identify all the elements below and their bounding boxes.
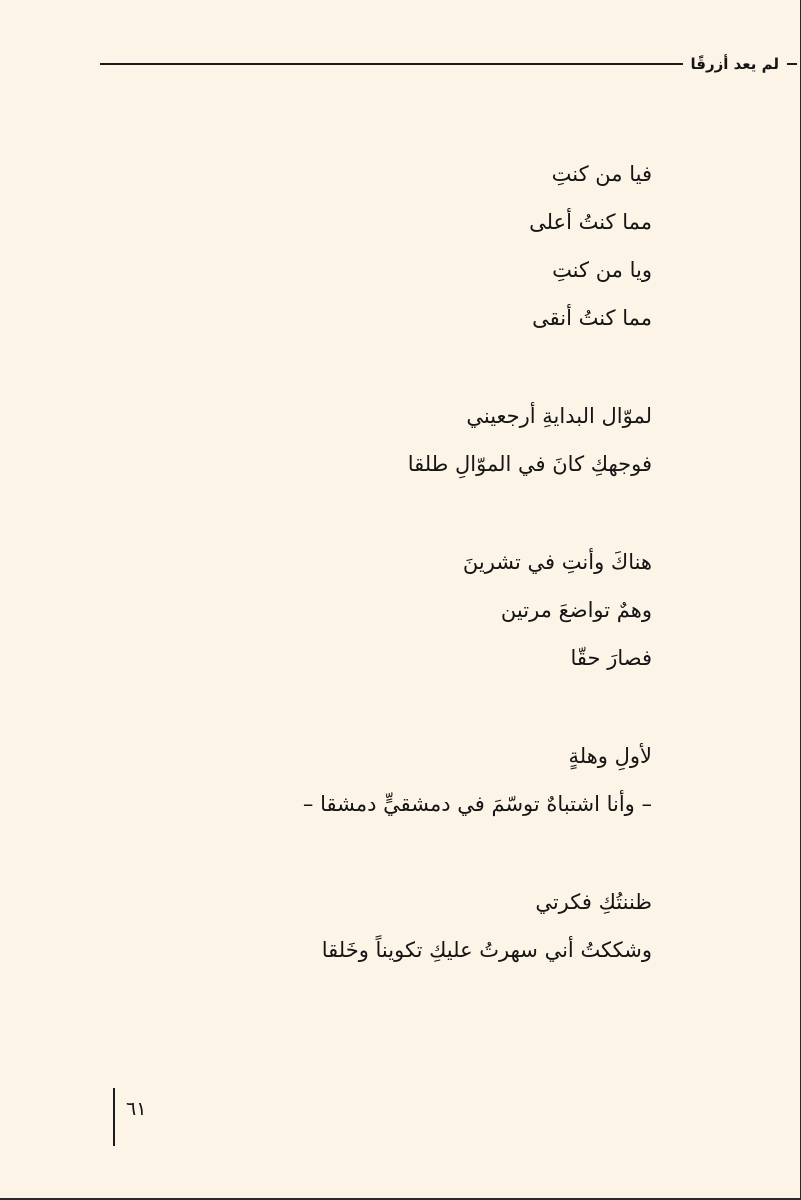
page-number: ٦١ (126, 1098, 147, 1120)
verse-line: فيا من كنتِ (551, 162, 652, 186)
verse-line: فصارَ حقّا (570, 646, 652, 670)
verse-line: ويا من كنتِ (552, 258, 652, 282)
header-rule-left (100, 63, 683, 65)
verse-line: هناكَ وأنتِ في تشرينَ (462, 550, 652, 574)
verse-line: – وأنا اشتباهٌ توسّمَ في دمشقيٍّ دمشقا – (302, 792, 652, 816)
verse-line: وهمٌ تواضعَ مرتين (500, 598, 652, 622)
footer-rule (113, 1088, 115, 1146)
verse-line: مما كنتُ أنقى (532, 306, 652, 330)
poem-body (182, 150, 652, 974)
stanza (182, 538, 652, 682)
book-title: لم يعد أزرقًا (690, 55, 779, 73)
verse-line: لأولِ وهلةٍ (568, 744, 652, 768)
stanza (182, 150, 652, 342)
verse-line: وشككتُ أني سهرتُ عليكِ تكويناً وخَلقا (321, 938, 652, 962)
stanza (182, 878, 652, 974)
stanza (182, 732, 652, 828)
stanza (182, 392, 652, 488)
header-rule-right (787, 63, 797, 65)
verse-line: ظننتُكِ فكرتي (535, 890, 652, 914)
verse-line: مما كنتُ أعلى (529, 210, 652, 234)
running-header (100, 52, 797, 76)
verse-line: لموّال البدايةِ أرجعيني (466, 404, 652, 428)
verse-line: فوجهكِ كانَ في الموّالِ طلقا (407, 452, 652, 476)
